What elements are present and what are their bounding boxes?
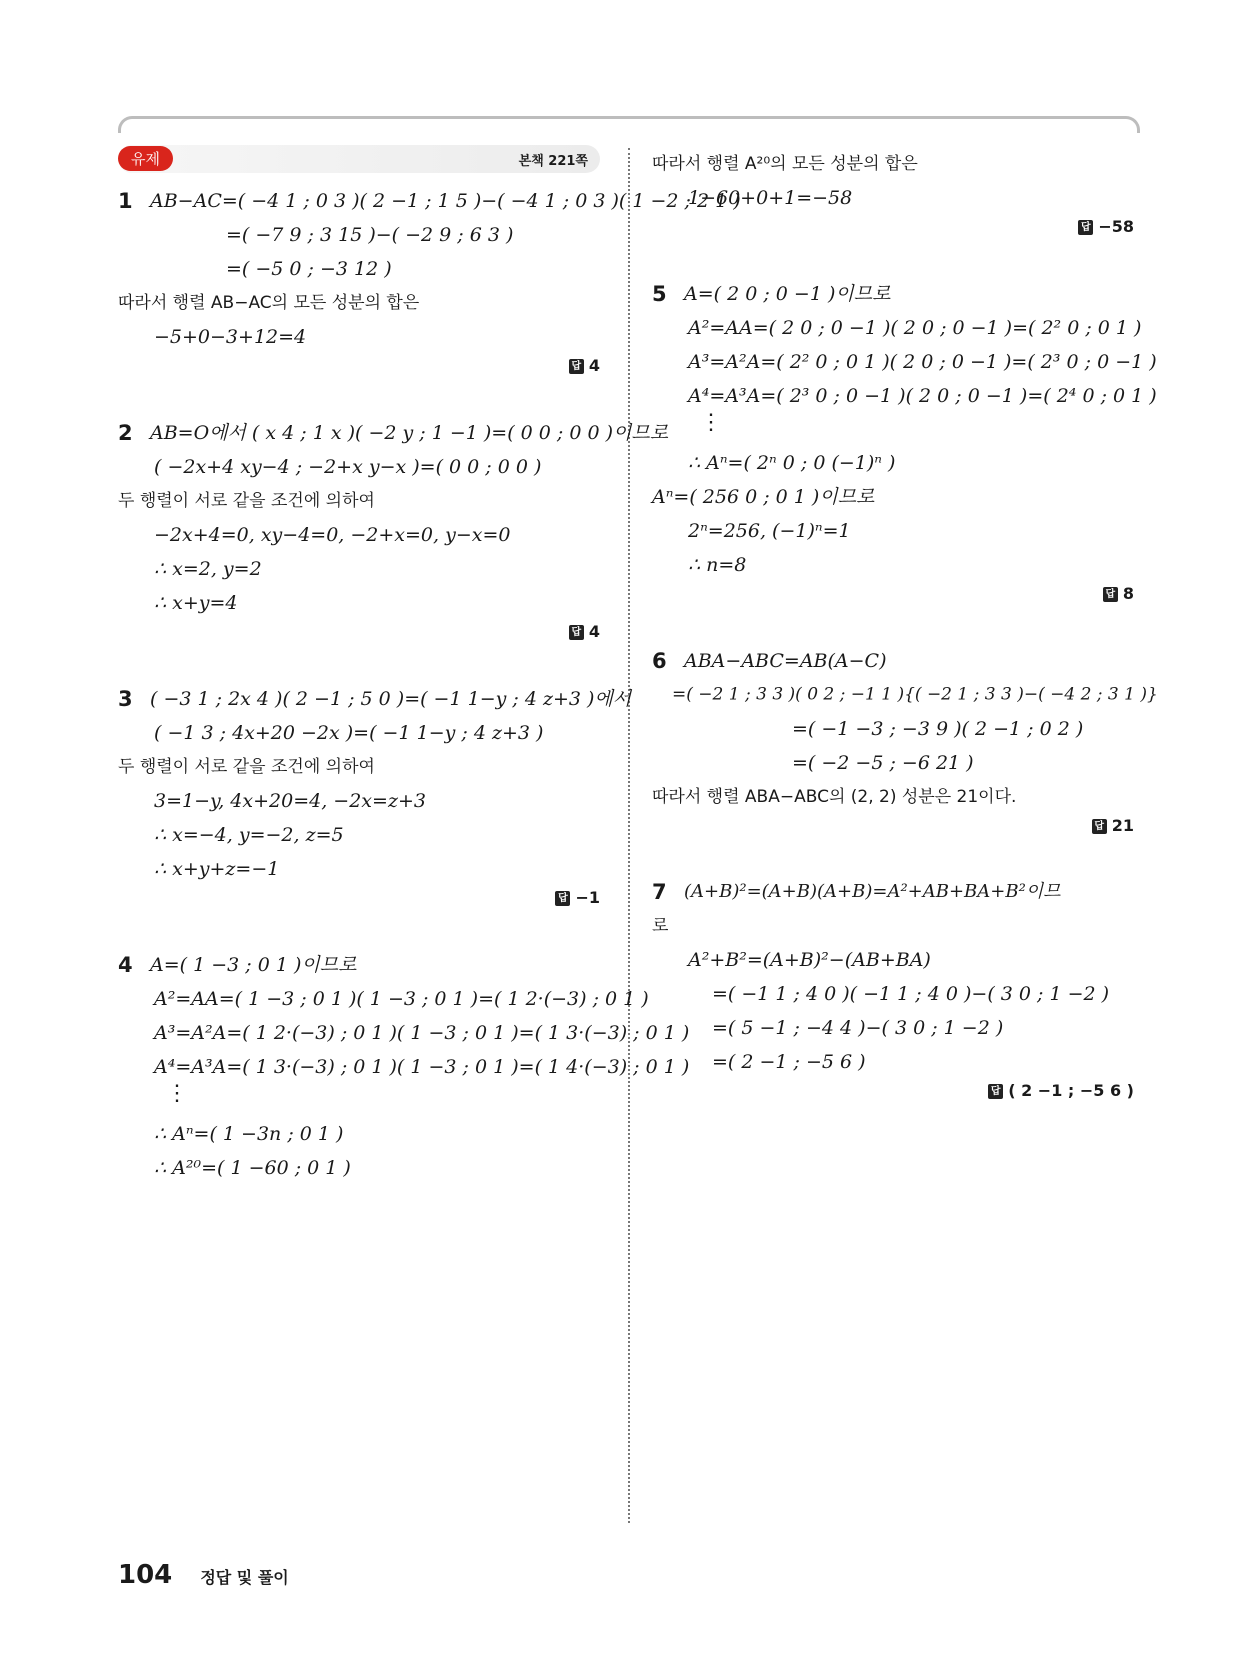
problem-7 <box>652 877 1134 1100</box>
equation-line: −5+0−3+12=4 <box>154 326 307 348</box>
problem-4-continued <box>652 148 1134 236</box>
answer-value: −1 <box>575 888 600 907</box>
column-divider <box>628 148 630 1523</box>
equation-line: A³=A²A=( 1 2·(−3) ; 0 1 )( 1 −3 ; 0 1 )=( 1 3·(−3) ; 0 1 ) <box>154 1022 690 1044</box>
answer <box>118 622 600 641</box>
problem-number: 1 <box>118 189 133 213</box>
equation-line: A=( 2 0 ; 0 −1 )이므로 <box>684 283 891 305</box>
equation-line: ∴ x=2, y=2 <box>154 558 262 580</box>
explanation-text: 따라서 행렬 AB−AC의 모든 성분의 합은 <box>118 293 420 313</box>
explanation-text: 따라서 행렬 ABA−ABC의 (2, 2) 성분은 21이다. <box>652 786 1017 807</box>
equation-line: A²=AA=( 2 0 ; 0 −1 )( 2 0 ; 0 −1 )=( 2² 0 ; 0 1 ) <box>688 317 1142 339</box>
problem-6 <box>652 645 1158 835</box>
equation-line: 2ⁿ=256, (−1)ⁿ=1 <box>688 520 851 542</box>
answer-icon: 답 <box>569 625 584 640</box>
answer <box>652 584 1134 603</box>
answer-value: ( 2 −1 ; −5 6 ) <box>1008 1080 1134 1100</box>
answer-icon: 답 <box>1078 220 1093 235</box>
equation-line: =( −2 −5 ; −6 21 ) <box>792 751 974 774</box>
vertical-ellipsis: ⋮ <box>700 410 722 435</box>
answer-value: 21 <box>1111 815 1134 835</box>
equation-line: =( −1 1 ; 4 0 )( −1 1 ; 4 0 )−( 3 0 ; 1 −2 ) <box>712 982 1110 1005</box>
equation-line: (A+B)²=(A+B)(A+B)=A²+AB+BA+B²이므 <box>684 880 1061 902</box>
answer-value: 4 <box>588 356 600 375</box>
equation-line: ∴ Aⁿ=( 1 −3n ; 0 1 ) <box>154 1123 344 1145</box>
equation-line: 3=1−y, 4x+20=4, −2x=z+3 <box>154 790 426 812</box>
explanation-text: 로 <box>652 915 669 936</box>
answer-value: −58 <box>1098 217 1134 236</box>
equation-line: ∴ Aⁿ=( 2ⁿ 0 ; 0 (−1)ⁿ ) <box>688 452 896 474</box>
equation-line: A⁴=A³A=( 1 3·(−3) ; 0 1 )( 1 −3 ; 0 1 )=( 1 4·(−3) ; 0 1 ) <box>154 1056 690 1078</box>
equation-line: A²+B²=(A+B)²−(AB+BA) <box>688 948 931 971</box>
problem-3 <box>118 683 632 907</box>
answer-icon: 답 <box>555 891 570 906</box>
equation-line: 1−60+0+1=−58 <box>688 187 853 209</box>
equation-line: AB−AC=( −4 1 ; 0 3 )( 2 −1 ; 1 5 )−( −4 1 ; 0 3 )( 1 −2 ; 2 1 ) <box>150 190 741 212</box>
answer-icon: 답 <box>1103 587 1118 602</box>
answer <box>652 217 1134 236</box>
problem-number: 6 <box>652 649 667 673</box>
equation-line: A²=AA=( 1 −3 ; 0 1 )( 1 −3 ; 0 1 )=( 1 2·(−3) ; 0 1 ) <box>154 988 649 1010</box>
equation-line: A=( 1 −3 ; 0 1 )이므로 <box>150 954 357 976</box>
explanation-text: 두 행렬이 서로 같을 조건에 의하여 <box>118 757 375 777</box>
problem-number: 2 <box>118 421 133 445</box>
equation-line: ∴ n=8 <box>688 554 747 576</box>
problem-number: 7 <box>652 879 667 904</box>
equation-line: AB=O에서 ( x 4 ; 1 x )( −2 y ; 1 −1 )=( 0 0 ; 0 0 )이므로 <box>150 422 669 444</box>
equation-line: ∴ x+y=4 <box>154 592 238 614</box>
problem-1 <box>118 185 741 375</box>
explanation-text: 두 행렬이 서로 같을 조건에 의하여 <box>118 491 375 511</box>
equation-line: −2x+4=0, xy−4=0, −2+x=0, y−x=0 <box>154 524 511 546</box>
footer-title: 정답 및 풀이 <box>200 1568 289 1587</box>
equation-line: A⁴=A³A=( 2³ 0 ; 0 −1 )( 2 0 ; 0 −1 )=( 2⁴ 0 ; 0 1 ) <box>688 385 1157 407</box>
answer-icon: 답 <box>988 1084 1003 1099</box>
vertical-ellipsis: ⋮ <box>166 1081 188 1106</box>
equation-line: =( −1 −3 ; −3 9 )( 2 −1 ; 0 2 ) <box>792 717 1084 740</box>
equation-line: =( 5 −1 ; −4 4 )−( 3 0 ; 1 −2 ) <box>712 1016 1004 1039</box>
equation-line: ∴ A²⁰=( 1 −60 ; 0 1 ) <box>154 1157 351 1179</box>
answer-icon: 답 <box>569 359 584 374</box>
problem-5 <box>652 278 1157 603</box>
answer-value: 4 <box>588 622 600 641</box>
equation-line: =( −7 9 ; 3 15 )−( −2 9 ; 6 3 ) <box>226 224 514 246</box>
textbook-reference: 본책 221쪽 <box>518 154 588 169</box>
equation-line: ( −3 1 ; 2x 4 )( 2 −1 ; 5 0 )=( −1 1−y ; 4 z+3 )에서 <box>150 688 632 710</box>
equation-line: =( −2 1 ; 3 3 )( 0 2 ; −1 1 ){( −2 1 ; 3 3 )−( −4 2 ; 3 1 )} <box>672 684 1158 705</box>
problem-number: 5 <box>652 282 667 306</box>
equation-line: =( 2 −1 ; −5 6 ) <box>712 1050 866 1073</box>
problem-number: 4 <box>118 953 133 977</box>
answer-value: 8 <box>1122 584 1134 603</box>
page-footer <box>118 1560 289 1590</box>
answer <box>118 888 600 907</box>
equation-line: ABA−ABC=AB(A−C) <box>684 650 887 672</box>
problem-2 <box>118 417 669 641</box>
top-frame-line <box>118 116 1140 133</box>
equation-line: ( −1 3 ; 4x+20 −2x )=( −1 1−y ; 4 z+3 ) <box>154 722 544 744</box>
answer-icon: 답 <box>1092 819 1107 834</box>
equation-line: A³=A²A=( 2² 0 ; 0 1 )( 2 0 ; 0 −1 )=( 2³ 0 ; 0 −1 ) <box>688 351 1157 373</box>
answer <box>118 356 600 375</box>
section-header <box>118 145 600 173</box>
problem-number: 3 <box>118 687 133 711</box>
equation-line: ( −2x+4 xy−4 ; −2+x y−x )=( 0 0 ; 0 0 ) <box>154 456 542 478</box>
answer <box>652 816 1134 835</box>
problem-4 <box>118 949 690 1183</box>
answer <box>652 1081 1134 1100</box>
equation-line: =( −5 0 ; −3 12 ) <box>226 258 392 280</box>
page-number: 104 <box>118 1560 173 1590</box>
equation-line: ∴ x+y+z=−1 <box>154 858 280 880</box>
section-badge: 유제 <box>118 146 173 171</box>
explanation-text: 따라서 행렬 A²⁰의 모든 성분의 합은 <box>652 154 918 174</box>
equation-line: Aⁿ=( 256 0 ; 0 1 )이므로 <box>652 486 875 508</box>
right-column <box>652 145 1158 1100</box>
equation-line: ∴ x=−4, y=−2, z=5 <box>154 824 344 846</box>
